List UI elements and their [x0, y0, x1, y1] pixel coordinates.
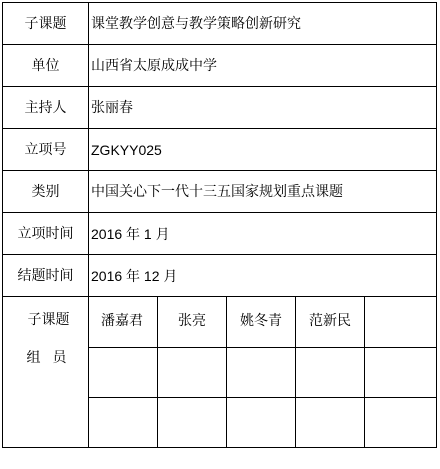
member-cell-empty [227, 398, 296, 448]
row-unit [3, 45, 437, 87]
project-no-label: 立项号 [3, 129, 89, 171]
member-cell-empty [89, 348, 158, 398]
start-time-label: 立项时间 [3, 213, 89, 255]
members-label-line1: 子课题 [27, 312, 70, 328]
member-cell-empty [158, 348, 227, 398]
row-subtopic [3, 3, 437, 45]
member-name [365, 297, 437, 348]
member-cell-empty [365, 398, 437, 448]
member-cell-empty [158, 398, 227, 448]
row-end-time [3, 255, 437, 297]
member-cell-empty [89, 398, 158, 448]
host-label: 主持人 [3, 87, 89, 129]
project-info-table [2, 2, 437, 448]
member-name: 张亮 [158, 297, 227, 348]
member-cell-empty [365, 348, 437, 398]
row-start-time [3, 213, 437, 255]
members-label-line2: 组员 [26, 350, 79, 366]
members-label [3, 297, 89, 448]
row-host [3, 87, 437, 129]
unit-value: 山西省太原成成中学 [89, 45, 437, 87]
project-no-value: ZGKYY025 [89, 129, 437, 171]
row-members-1 [3, 297, 437, 348]
end-time-label: 结题时间 [3, 255, 89, 297]
member-name: 潘嘉君 [89, 297, 158, 348]
row-category [3, 171, 437, 213]
category-label: 类别 [3, 171, 89, 213]
member-cell-empty [296, 348, 365, 398]
end-time-value: 2016 年 12 月 [89, 255, 437, 297]
row-project-no [3, 129, 437, 171]
subtopic-value: 课堂教学创意与教学策略创新研究 [89, 3, 437, 45]
subtopic-label: 子课题 [3, 3, 89, 45]
member-name: 姚冬青 [227, 297, 296, 348]
host-value: 张丽春 [89, 87, 437, 129]
member-cell-empty [296, 398, 365, 448]
category-value: 中国关心下一代十三五国家规划重点课题 [89, 171, 437, 213]
unit-label: 单位 [3, 45, 89, 87]
member-name: 范新民 [296, 297, 365, 348]
start-time-value: 2016 年 1 月 [89, 213, 437, 255]
member-cell-empty [227, 348, 296, 398]
